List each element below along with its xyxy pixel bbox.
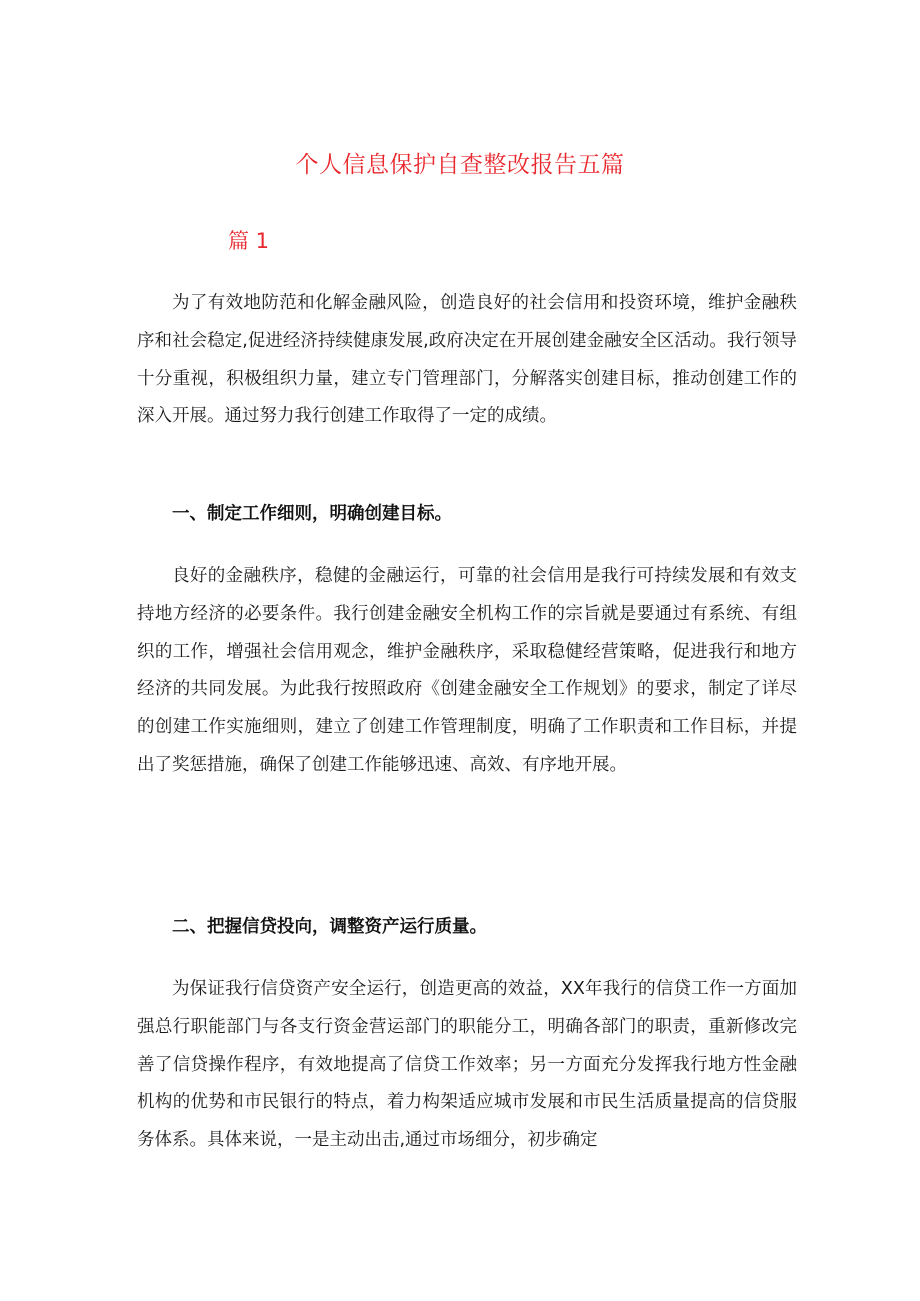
document-title: 个人信息保护自查整改报告五篇 xyxy=(295,152,625,178)
section-label: 篇 1 xyxy=(228,229,270,253)
intro-paragraph: 为了有效地防范和化解金融风险，创造良好的社会信用和投资环境，维护金融秩序和社会稳定,促进经济持续健康发展,政府决定在开展创建金融安全区活动。我行领导十分重视，积极组织力量，建立专门管理部门，分解落实创建目标，推动创建工作的深入开展。通过努力我行创建工作取得了一定的成绩。 xyxy=(137,293,797,427)
body-paragraph-2: 为保证我行信贷资产安全运行，创造更高的效益，XX年我行的信贷工作一方面加强总行职能部门与各支行资金营运部门的职能分工，明确各部门的职责，重新修改完善了信贷操作程序，有效地提高了信贷工作效率；另一方面充分发挥我行地方性金融机构的优势和市民银行的特点，着力构架适应城市发展和市民生活质量提高的信贷服务体系。具体来说，一是主动出击,通过市场细分，初步确定 xyxy=(137,979,797,1151)
subheading-2: 二、把握信贷投向，调整资产运行质量。 xyxy=(172,917,487,937)
body-paragraph-1: 良好的金融秩序，稳健的金融运行，可靠的社会信用是我行可持续发展和有效支持地方经济的必要条件。我行创建金融安全机构工作的宗旨就是要通过有系统、有组织的工作，增强社会信用观念，维护金融秩序，采取稳健经营策略，促进我行和地方经济的共同发展。为此我行按照政府《创建金融安全工作规划》的要求，制定了详尽的创建工作实施细则，建立了创建工作管理制度，明确了工作职责和工作目标，并提出了奖惩措施，确保了创建工作能够迅速、高效、有序地开展。 xyxy=(137,566,797,775)
subheading-1: 一、制定工作细则，明确创建目标。 xyxy=(172,504,452,524)
